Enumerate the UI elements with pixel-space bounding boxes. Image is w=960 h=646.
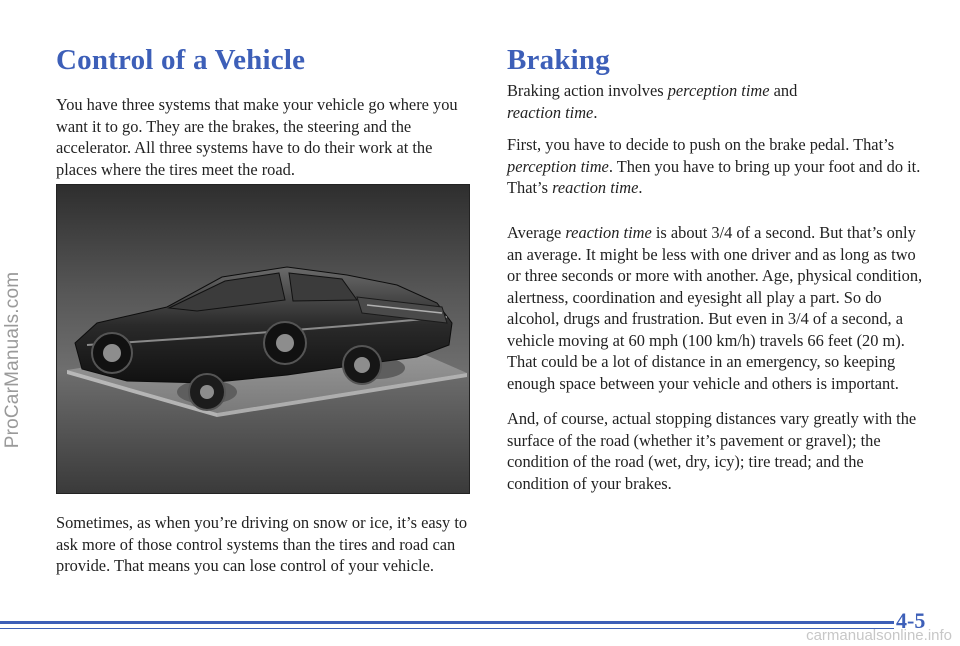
text-span: . Then you have to bring up your foot and do it. That’s xyxy=(507,156,921,197)
vehicle-photo xyxy=(56,184,470,494)
text-span: Braking action involves xyxy=(507,81,668,100)
term-perception-time: perception time xyxy=(507,156,609,176)
intro-paragraph: You have three systems that make your vehicle go where you want it to go. They are the brakes, the steering and the accelerator. All three systems have to do their work at the places where the tires meet the road. xyxy=(56,95,458,179)
term-perception-time: perception time xyxy=(667,81,770,100)
braking-paragraph-2 xyxy=(507,134,927,199)
term-reaction-time: reaction time xyxy=(552,178,639,197)
bottom-watermark: carmanualsonline.info xyxy=(806,627,952,644)
text-span: and xyxy=(769,81,798,100)
section-title-braking: Braking xyxy=(507,44,610,76)
section-title-control: Control of a Vehicle xyxy=(56,44,306,76)
side-watermark-text: ProCarManuals.com xyxy=(2,271,23,449)
term-reaction-time: reaction time xyxy=(507,102,594,122)
after-photo-paragraph: Sometimes, as when you’re driving on snow or ice, it’s easy to ask more of those control systems than the tires and road can provide. That means you can lose control of your vehicle. xyxy=(56,513,468,575)
footer-rule xyxy=(0,621,925,624)
braking-paragraph-4: And, of course, actual stopping distances vary greatly with the surface of the road (whether it’s pavement or gravel); the condition of the road (wet, dry, icy); tire tread; and the condition of your brakes. xyxy=(507,409,917,493)
term-reaction-time: reaction time xyxy=(565,223,652,242)
right-column xyxy=(507,40,927,493)
braking-paragraph-1 xyxy=(507,80,927,123)
braking-paragraph-3 xyxy=(507,222,927,394)
text-span: First, you have to decide to push on the brake pedal. That’s xyxy=(507,135,895,154)
vehicle-illustration xyxy=(57,185,469,493)
text-span: Average xyxy=(507,223,566,242)
text-span: . xyxy=(638,178,643,197)
footer-rule-thin xyxy=(0,628,925,629)
page-number: 4-5 xyxy=(896,608,926,633)
text-span: . xyxy=(593,102,598,122)
left-column xyxy=(56,40,476,575)
side-watermark xyxy=(2,80,24,640)
text-span: is about 3/4 of a second. But that’s only an average. It might be less with one driver and as long as two or three seconds or more with another. Age, physical condition, alertness, coordination and eyesight all play a part. So do alcohol, drugs and frustration. But even in 3/4 of a second, a vehicle moving at 60 mph (100 km/h) travels 66 feet (20 m). That could be a lot of distance in an emergency, so keeping enough space between your vehicle and others is important. xyxy=(507,223,923,393)
